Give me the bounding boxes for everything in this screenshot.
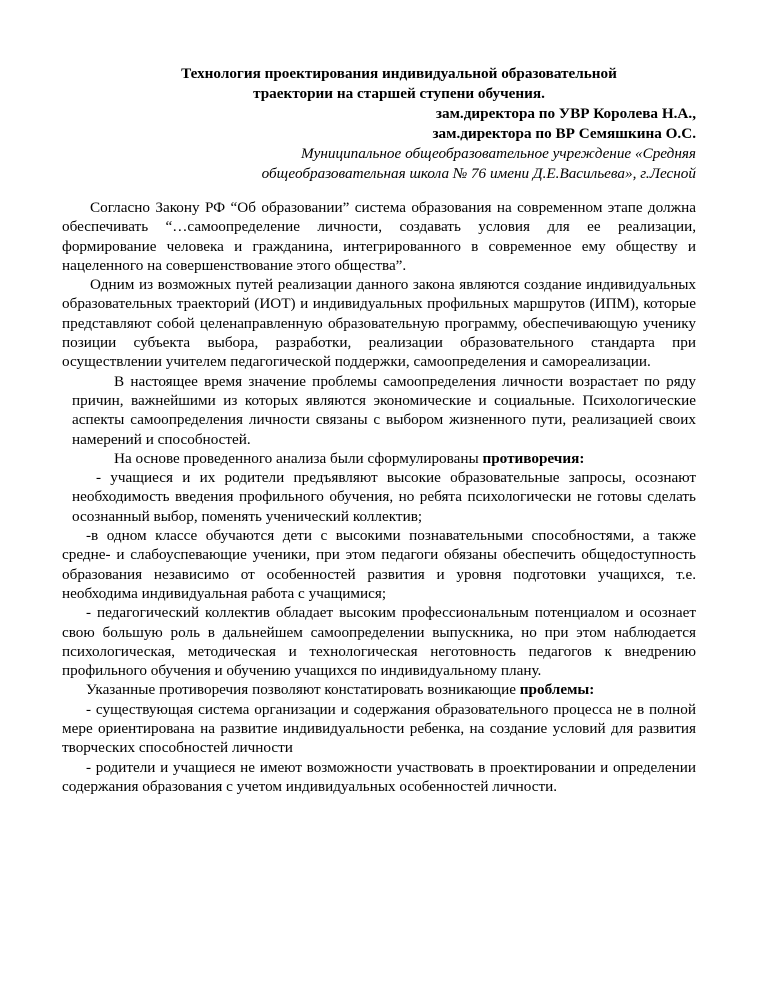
problems-heading: проблемы: — [519, 681, 595, 699]
paragraph-relevance: В настоящее время значение проблемы самоопределения личности возрастает по ряду причин, важнейшими из которых являются экономические и социальные. Психологические аспекты самоопределения личности связаны с выбором жизненного пути, реализацией своих намерений и способностей. — [72, 372, 696, 448]
contradiction-item-1: - учащиеся и их родители предъявляют высокие образовательные запросы, осознают необходимость введения профильного обучения, но ребята психологически не готовы сделать осознанный выбор, поменять ученический коллектив; — [72, 469, 696, 525]
paragraph-implementation: Одним из возможных путей реализации данного закона являются создание индивидуальных образовательных траекторий (ИОТ) и индивидуальных профильных маршрутов (ИПМ), которые представляют собой целенаправленную образовательную программу, обеспечивающую ученику позиции субъекта выбора, разработки, реализации образовательного стандарта при осуществлении учителем педагогической поддержки, самоопределения и самореализации. — [62, 276, 696, 371]
title-line-2: траектории на старшей ступени обучения. — [253, 85, 545, 102]
problems-intro-text: Указанные противоречия позволяют констатировать возникающие — [86, 681, 520, 699]
contradictions-intro-text: На основе проведенного анализа были сформулированы — [114, 449, 483, 467]
title-line-1: Технология проектирования индивидуальной образовательной — [181, 65, 617, 82]
paragraph-contradictions-intro — [62, 449, 696, 468]
document-page — [62, 64, 696, 796]
institution-line-1: Муниципальное общеобразовательное учреждение «Средняя — [300, 145, 696, 162]
document-title — [62, 64, 696, 104]
paragraph-problems-intro — [62, 680, 696, 699]
institution-line-2: общеобразовательная школа № 76 имени Д.Е.Васильева», г.Лесной — [261, 165, 696, 182]
problem-item-1: - существующая система организации и содержания образовательного процесса не в полной мере ориентирована на развитие индивидуальности ребенка, на создание условий для развития творческих способностей личности — [62, 700, 696, 757]
author-1: зам.директора по УВР Королева Н.А., — [435, 105, 696, 122]
contradiction-item-2: -в одном классе обучаются дети с высокими познавательными способностями, а также средне- и слабоуспевающие ученики, при этом педагоги обязаны обеспечить общедоступность образования независимо от особенностей развития и уровня подготовки учащихся, т.е. необходима индивидуальная работа с учащимися; — [62, 527, 696, 602]
contradictions-heading: противоречия: — [482, 449, 585, 467]
author-2: зам.директора по ВР Семяшкина О.С. — [432, 125, 696, 142]
problem-item-2: - родители и учащиеся не имеют возможности участвовать в проектировании и определении содержания образования с учетом индивидуальных особенностей личности. — [62, 758, 696, 795]
paragraph-law: Согласно Закону РФ “Об образовании” система образования на современном этапе должна обеспечивать “…самоопределение личности, создавать условия для ее реализации, формирование человека и гражданина, интегрированного в современное ему обществу и нацеленного на совершенствование этого общества”. — [62, 199, 696, 274]
contradiction-item-3: - педагогический коллектив обладает высоким профессиональным потенциалом и осознает свою большую роль в дальнейшем самоопределении выпускника, но при этом наблюдается психологическая, методическая и технологическая неготовность педагогов к внедрению профильного обучения и обучению учащихся по индивидуальному плану. — [62, 604, 696, 680]
